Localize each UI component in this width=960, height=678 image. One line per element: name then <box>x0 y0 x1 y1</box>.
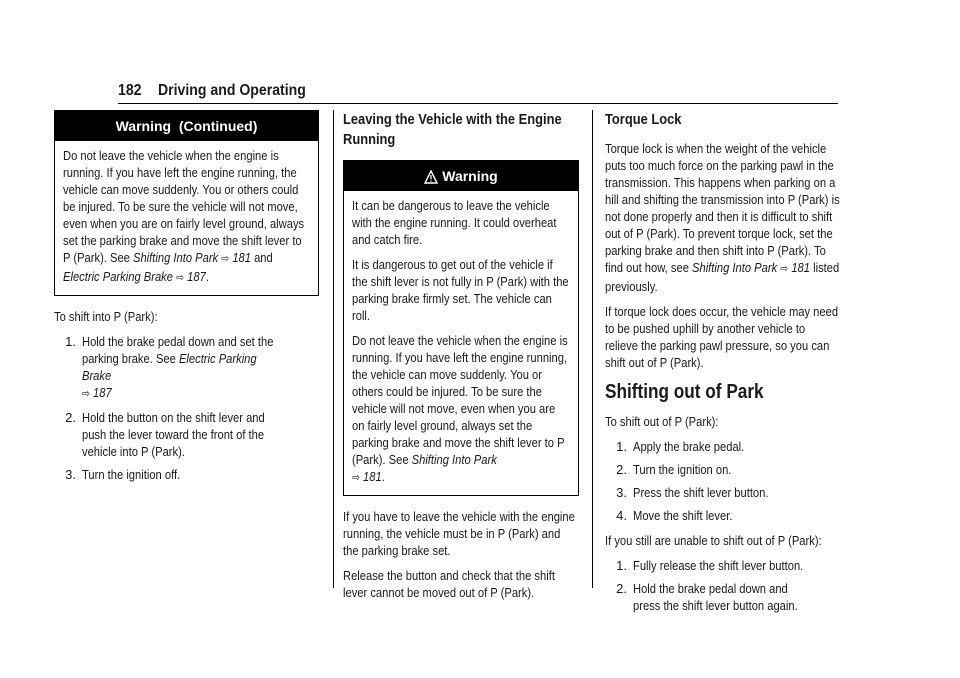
shift-into-park-steps <box>54 333 319 483</box>
page-ref-arrow-icon: ⇨ <box>221 253 230 265</box>
list-item: 2. Turn the ignition on. <box>616 462 732 477</box>
heading-leaving-vehicle: Leaving the Vehicle with the Engine Running <box>343 111 562 148</box>
still-unable-paragraph: If you still are unable to shift out of P (Park): <box>605 533 822 548</box>
link-shifting-into-park[interactable]: Shifting Into Park <box>133 250 219 265</box>
page-ref-number[interactable]: 187 <box>93 385 112 400</box>
page-number: 182 <box>118 82 142 99</box>
link-electric-parking-brake[interactable]: Electric Parking Brake <box>63 269 173 284</box>
page-ref-number[interactable]: 181 <box>363 469 382 484</box>
shift-out-intro: To shift out of P (Park): <box>605 414 719 429</box>
page-ref-arrow-icon: ⇨ <box>352 472 360 484</box>
list-item: 1. Apply the brake pedal. <box>616 439 745 454</box>
page-ref-number[interactable]: 187 <box>187 269 206 284</box>
column-divider <box>592 110 593 588</box>
page-ref-arrow-icon: ⇨ <box>780 263 789 275</box>
warning-paragraph: It can be dangerous to leave the vehicle with the engine running. It could overheat and catch fire. <box>352 198 557 247</box>
still-unable-steps <box>605 557 841 614</box>
shift-out-steps <box>605 438 841 524</box>
list-item: 2. Hold the brake pedal down and press the shift lever button again. <box>616 581 798 613</box>
shift-into-park-intro: To shift into P (Park): <box>54 309 158 324</box>
heading-torque-lock: Torque Lock <box>605 111 682 128</box>
heading-shifting-out-of-park: Shifting out of Park <box>605 381 764 403</box>
section-title: Driving and Operating <box>158 82 306 99</box>
warning-continued-text: Do not leave the vehicle when the engine is running. If you have left the engine running, the vehicle can move suddenly. You or others could be injured. To be sure the vehicle will not move, even when you are on fairly level ground, always set the parking brake and move the shift lever to P (Park). See Shifting Into Park ⇨ 181 and Electric Parking Brake ⇨ 187. <box>63 148 305 284</box>
column-1 <box>54 110 319 491</box>
torque-lock-paragraph: Torque lock is when the weight of the vehicle puts too much force on the parking pawl in the transmission. This happens when parking on a hill and shifting the transmission into P (Park) is not done properly and then it is difficult to shift out of P (Park). To prevent torque lock, set the parking brake and then shift into P (Park). To find out how, see Shifting Into Park ⇨ 181 listed previously. <box>605 141 840 294</box>
column-divider <box>333 110 334 588</box>
link-electric-parking-brake[interactable]: Electric Parking Brake <box>82 351 257 383</box>
list-item: 4. Move the shift lever. <box>616 508 733 523</box>
list-item: 3. Press the shift lever button. <box>616 485 769 500</box>
torque-lock-occurs-paragraph: If torque lock does occur, the vehicle may need to be pushed uphill by another vehicle to relieve the parking pawl pressure, so you can shift out of P (Park). <box>605 304 839 370</box>
warning-continued-box <box>54 110 319 296</box>
link-shifting-into-park[interactable]: Shifting Into Park <box>411 452 497 467</box>
warning-box <box>343 160 579 496</box>
warning-triangle-icon <box>424 164 438 194</box>
page-ref-number[interactable]: 181 <box>791 260 810 275</box>
leaving-vehicle-paragraph: If you have to leave the vehicle with the engine running, the vehicle must be in P (Park) and the parking brake set. <box>343 509 575 558</box>
list-item: 1. Fully release the shift lever button. <box>616 558 804 573</box>
column-3 <box>605 110 841 622</box>
page-header <box>118 82 838 104</box>
warning-continued-title: Warning (Continued) <box>55 111 318 141</box>
warning-paragraph: Do not leave the vehicle when the engine is running. If you have left the engine running, the vehicle can move suddenly. You or others could be injured. To be sure the vehicle will not move, even when you are on fairly level ground, always set the parking brake and move the shift lever to P (Park). See Shifting Into Park ⇨ 181. <box>352 333 568 484</box>
page-ref-arrow-icon: ⇨ <box>82 388 90 400</box>
warning-paragraph: It is dangerous to get out of the vehicle if the shift lever is not fully in P (Park) with the parking brake firmly set. The vehicle can roll. <box>352 257 569 323</box>
column-2 <box>343 110 579 609</box>
link-shifting-into-park[interactable]: Shifting Into Park <box>692 260 778 275</box>
list-item: 2. Hold the button on the shift lever and push the lever toward the front of the vehicle into P (Park). <box>65 410 265 459</box>
page-ref-number[interactable]: 181 <box>232 250 251 265</box>
release-button-paragraph: Release the button and check that the shift lever cannot be moved out of P (Park). <box>343 568 555 600</box>
warning-title: Warning <box>344 161 578 191</box>
page-ref-arrow-icon: ⇨ <box>176 272 185 284</box>
header-rule <box>118 103 838 104</box>
list-item: 1. Hold the brake pedal down and set the parking brake. See Electric Parking Brake ⇨ 187 <box>65 334 274 400</box>
list-item: 3. Turn the ignition off. <box>65 467 181 482</box>
